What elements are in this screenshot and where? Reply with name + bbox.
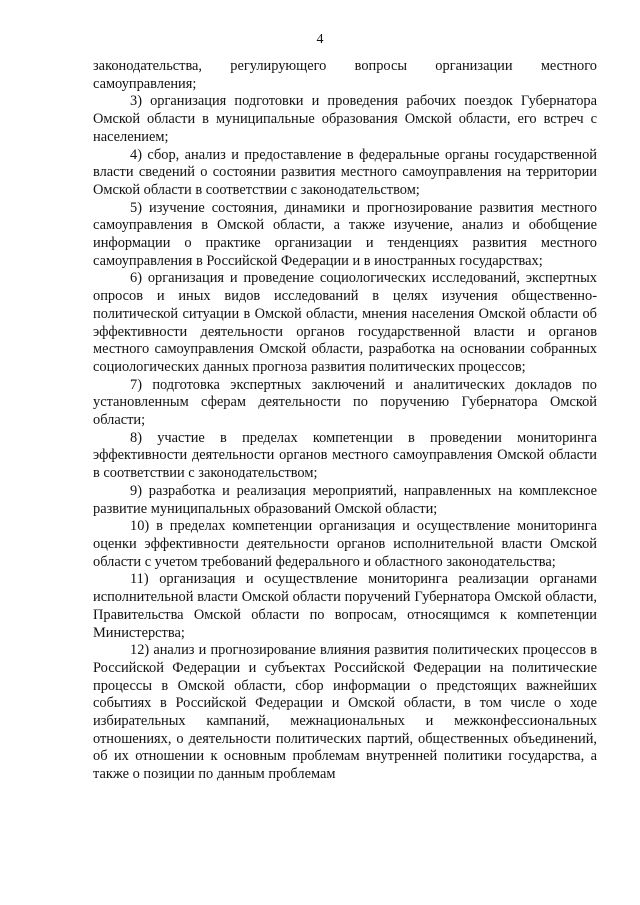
list-item-12: 12) анализ и прогнозирование влияния развития политических процессов в Российской Федерации и субъектах Российской Федерации на политические процессы в Омской области, сбор информации о предстоящих важнейших событиях в Российской Федерации и Омской области, в том числе о ходе избирательных кампаний, межнациональных и межконфессиональных отношениях, о деятельности политических партий, общественных объединений, об их отношении к основным проблемам внутренней политики государства, а также о позиции по данным проблемам xyxy=(93,642,597,783)
document-body xyxy=(93,58,597,784)
list-item-5: 5) изучение состояния, динамики и прогнозирование развития местного самоуправления в Омской области, а также изучение, анализ и обобщение информации о практике организации и тенденциях развития местного самоуправления в Российской Федерации и в иностранных государствах; xyxy=(93,199,597,269)
list-item-3: 3) организация подготовки и проведения рабочих поездок Губернатора Омской области в муниципальные образования Омской области, его встреч с населением; xyxy=(93,93,597,145)
list-item-11: 11) организация и осуществление мониторинга реализации органами исполнительной власти Омской области поручений Губернатора Омской области, Правительства Омской области по вопросам, относящимся к компетенции Министерства; xyxy=(93,571,597,641)
list-item-9: 9) разработка и реализация мероприятий, направленных на комплексное развитие муниципальных образований Омской области; xyxy=(93,482,597,517)
list-item-8: 8) участие в пределах компетенции в проведении мониторинга эффективности деятельности органов местного самоуправления Омской области в соответствии с законодательством; xyxy=(93,429,597,482)
paragraph-continuation: законодательства, регулирующего вопросы организации местного самоуправления; xyxy=(93,58,597,92)
list-item-10: 10) в пределах компетенции организация и осуществление мониторинга оценки эффективности деятельности органов исполнительной власти Омской области с учетом требований федерального и областного законодательства; xyxy=(93,518,597,570)
list-item-7: 7) подготовка экспертных заключений и аналитических докладов по установленным сферам деятельности по поручению Губернатора Омской области; xyxy=(93,376,597,429)
page-number: 4 xyxy=(316,32,324,47)
list-item-6: 6) организация и проведение социологических исследований, экспертных опросов и иных видов исследований в целях изучения общественно-политической ситуации в Омской области, мнения населения Омской области об эффективности деятельности органов государственной власти и органов местного самоуправления Омской области, разработка на основании собранных социологических данных прогноза развития политических процессов; xyxy=(93,270,597,375)
list-item-4: 4) сбор, анализ и предоставление в федеральные органы государственной власти сведений о состоянии развития местного самоуправления на территории Омской области в соответствии с законодательством; xyxy=(93,146,597,198)
